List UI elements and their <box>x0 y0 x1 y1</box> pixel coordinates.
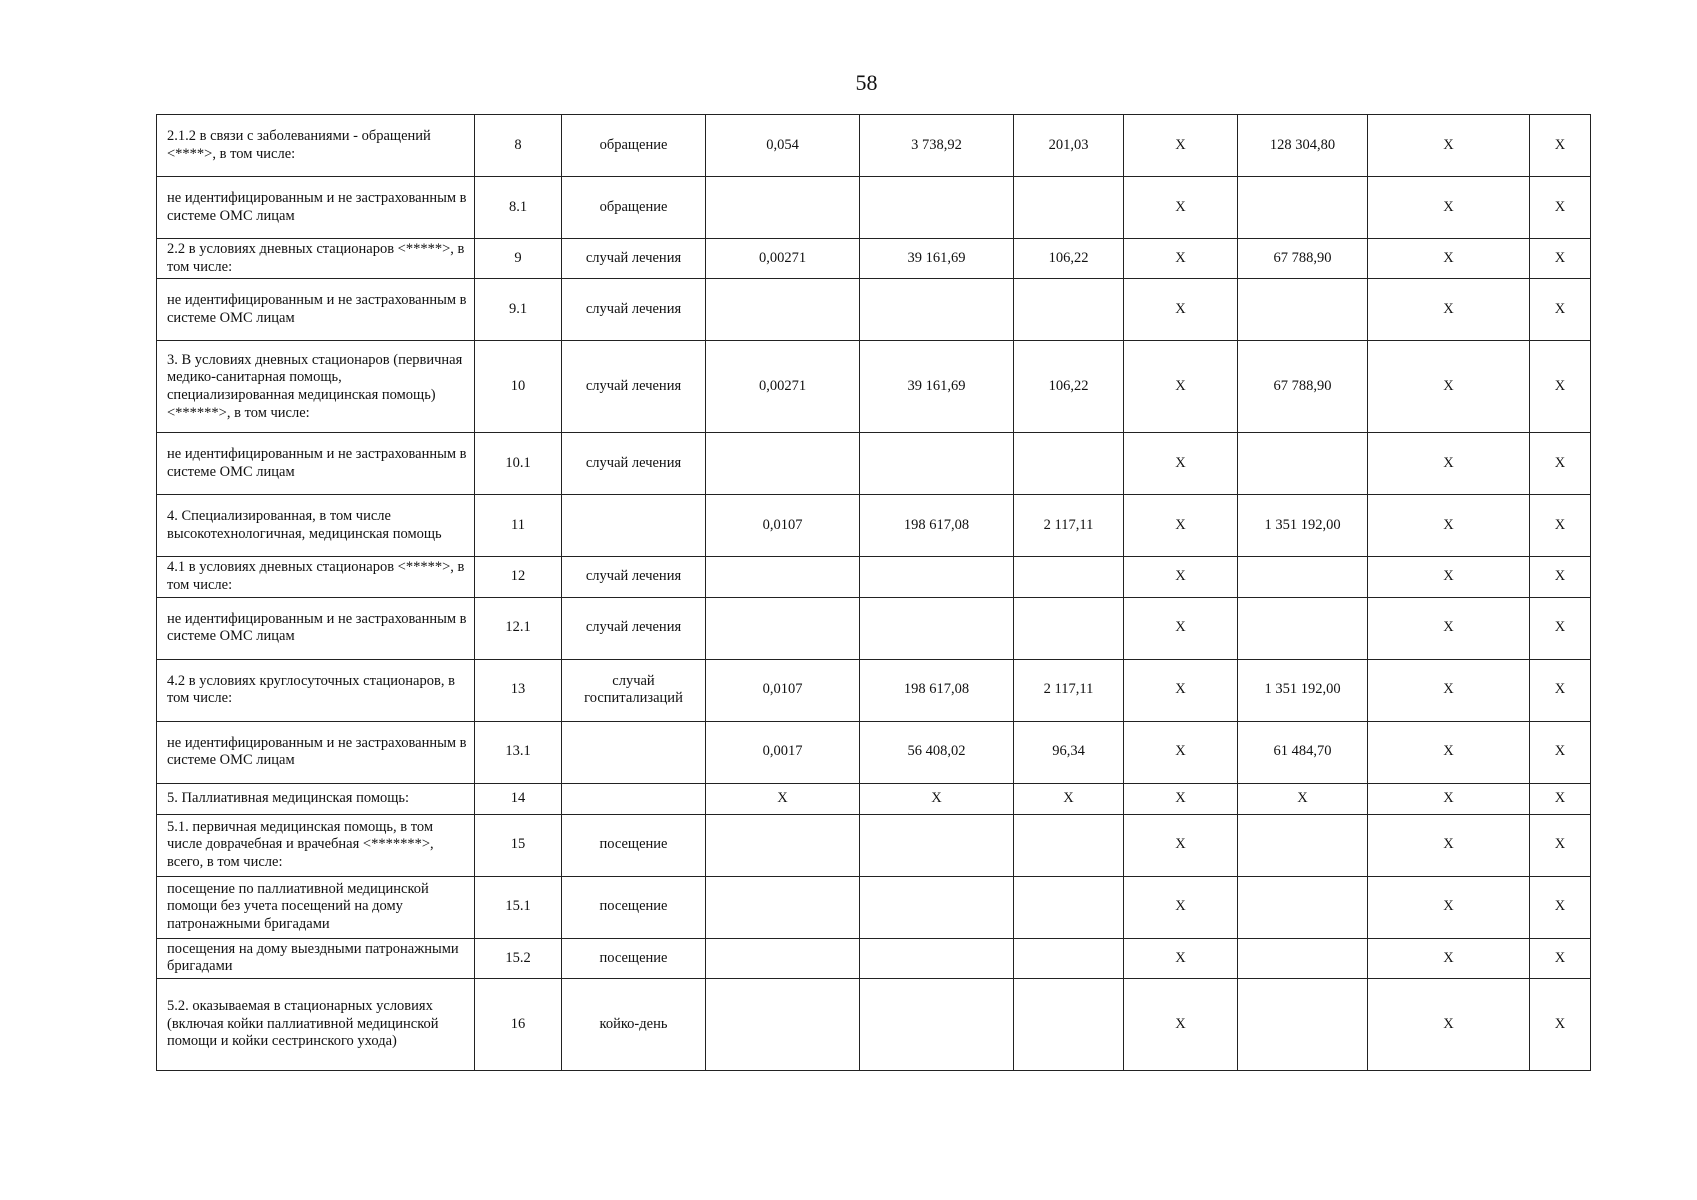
line-number-cell: 8.1 <box>475 177 562 239</box>
value-cell: Х <box>1530 495 1591 557</box>
program-table <box>156 114 1591 1071</box>
value-cell: 39 161,69 <box>860 341 1014 433</box>
value-cell: Х <box>1530 279 1591 341</box>
unit-cell <box>562 721 706 783</box>
value-cell: Х <box>1368 938 1530 978</box>
table-row <box>157 279 1591 341</box>
row-name-cell: не идентифицированным и не застрахованным в системе ОМС лицам <box>157 177 475 239</box>
page-number: 58 <box>855 70 878 95</box>
line-number-cell: 13 <box>475 659 562 721</box>
row-name-cell: 5.2. оказываемая в стационарных условиях (включая койки паллиативной медицинской помощи и койки сестринского ухода) <box>157 979 475 1071</box>
unit-cell: обращение <box>562 177 706 239</box>
line-number-cell: 13.1 <box>475 721 562 783</box>
table-row <box>157 495 1591 557</box>
value-cell: Х <box>1124 979 1238 1071</box>
row-name-cell: 3. В условиях дневных стационаров (первичная медико-санитарная помощь, специализированная медицинская помощь) <******>, в том числе: <box>157 341 475 433</box>
value-cell <box>706 938 860 978</box>
row-name-cell: посещения на дому выездными патронажными бригадами <box>157 938 475 978</box>
table-row <box>157 721 1591 783</box>
line-number-cell: 11 <box>475 495 562 557</box>
value-cell: Х <box>1530 783 1591 814</box>
unit-cell: случай лечения <box>562 239 706 279</box>
value-cell: Х <box>1368 979 1530 1071</box>
value-cell: Х <box>1530 341 1591 433</box>
row-name-cell: не идентифицированным и не застрахованным в системе ОМС лицам <box>157 597 475 659</box>
unit-cell <box>562 495 706 557</box>
value-cell: 0,00271 <box>706 341 860 433</box>
value-cell: Х <box>1530 721 1591 783</box>
unit-cell: обращение <box>562 115 706 177</box>
value-cell <box>706 279 860 341</box>
table-row <box>157 177 1591 239</box>
value-cell <box>1238 597 1368 659</box>
value-cell: 2 117,11 <box>1014 659 1124 721</box>
value-cell: Х <box>1530 557 1591 597</box>
value-cell: Х <box>1368 341 1530 433</box>
table-row <box>157 557 1591 597</box>
value-cell: Х <box>1530 979 1591 1071</box>
value-cell <box>706 597 860 659</box>
unit-cell: случай лечения <box>562 279 706 341</box>
row-name-cell: 4.1 в условиях дневных стационаров <*****>, в том числе: <box>157 557 475 597</box>
line-number-cell: 16 <box>475 979 562 1071</box>
line-number-cell: 12 <box>475 557 562 597</box>
value-cell: Х <box>1530 814 1591 876</box>
value-cell: Х <box>1124 938 1238 978</box>
table-row <box>157 659 1591 721</box>
value-cell: Х <box>1124 659 1238 721</box>
value-cell: Х <box>1368 597 1530 659</box>
value-cell: Х <box>1124 876 1238 938</box>
table-row <box>157 979 1591 1071</box>
value-cell: 56 408,02 <box>860 721 1014 783</box>
value-cell: 106,22 <box>1014 341 1124 433</box>
line-number-cell: 9.1 <box>475 279 562 341</box>
value-cell: 2 117,11 <box>1014 495 1124 557</box>
table-row <box>157 341 1591 433</box>
unit-cell <box>562 783 706 814</box>
value-cell <box>1238 279 1368 341</box>
table-row <box>157 938 1591 978</box>
value-cell: 0,0107 <box>706 659 860 721</box>
value-cell <box>1014 814 1124 876</box>
value-cell: Х <box>1124 279 1238 341</box>
value-cell: Х <box>1368 721 1530 783</box>
row-name-cell: не идентифицированным и не застрахованным в системе ОМС лицам <box>157 721 475 783</box>
row-name-cell: 4.2 в условиях круглосуточных стационаров, в том числе: <box>157 659 475 721</box>
value-cell: 61 484,70 <box>1238 721 1368 783</box>
value-cell: Х <box>1368 783 1530 814</box>
value-cell: Х <box>1368 115 1530 177</box>
table-row <box>157 433 1591 495</box>
value-cell: 67 788,90 <box>1238 239 1368 279</box>
value-cell <box>1238 979 1368 1071</box>
value-cell: 128 304,80 <box>1238 115 1368 177</box>
value-cell: Х <box>1368 814 1530 876</box>
row-name-cell: 5.1. первичная медицинская помощь, в том числе доврачебная и врачебная <*******>, всего, в том числе: <box>157 814 475 876</box>
value-cell: Х <box>1368 659 1530 721</box>
value-cell: Х <box>1124 783 1238 814</box>
line-number-cell: 15.1 <box>475 876 562 938</box>
value-cell: 0,00271 <box>706 239 860 279</box>
value-cell: Х <box>706 783 860 814</box>
value-cell: 67 788,90 <box>1238 341 1368 433</box>
line-number-cell: 12.1 <box>475 597 562 659</box>
value-cell: Х <box>1124 341 1238 433</box>
value-cell: 96,34 <box>1014 721 1124 783</box>
value-cell: 0,0107 <box>706 495 860 557</box>
value-cell <box>1238 876 1368 938</box>
value-cell <box>1014 876 1124 938</box>
value-cell: Х <box>1368 239 1530 279</box>
value-cell <box>706 177 860 239</box>
unit-cell: посещение <box>562 814 706 876</box>
value-cell <box>706 814 860 876</box>
table-row <box>157 814 1591 876</box>
value-cell <box>1014 177 1124 239</box>
line-number-cell: 9 <box>475 239 562 279</box>
value-cell: 3 738,92 <box>860 115 1014 177</box>
value-cell: Х <box>1014 783 1124 814</box>
value-cell <box>706 876 860 938</box>
value-cell: 106,22 <box>1014 239 1124 279</box>
value-cell <box>1238 938 1368 978</box>
value-cell: 1 351 192,00 <box>1238 495 1368 557</box>
value-cell: Х <box>1124 495 1238 557</box>
value-cell <box>1014 557 1124 597</box>
value-cell <box>1014 279 1124 341</box>
value-cell: Х <box>1530 177 1591 239</box>
line-number-cell: 10.1 <box>475 433 562 495</box>
value-cell <box>706 557 860 597</box>
value-cell: Х <box>1530 876 1591 938</box>
value-cell: Х <box>1368 279 1530 341</box>
value-cell <box>860 557 1014 597</box>
value-cell: 198 617,08 <box>860 659 1014 721</box>
unit-cell: посещение <box>562 876 706 938</box>
value-cell: 0,0017 <box>706 721 860 783</box>
line-number-cell: 8 <box>475 115 562 177</box>
row-name-cell: 2.1.2 в связи с заболеваниями - обращений <****>, в том числе: <box>157 115 475 177</box>
value-cell: Х <box>1368 876 1530 938</box>
value-cell <box>1238 433 1368 495</box>
value-cell <box>1014 979 1124 1071</box>
value-cell: Х <box>1368 557 1530 597</box>
value-cell <box>860 433 1014 495</box>
line-number-cell: 15 <box>475 814 562 876</box>
value-cell: Х <box>1124 177 1238 239</box>
value-cell <box>706 979 860 1071</box>
unit-cell: случай лечения <box>562 341 706 433</box>
value-cell <box>706 433 860 495</box>
value-cell: Х <box>1530 239 1591 279</box>
value-cell <box>1238 177 1368 239</box>
value-cell: Х <box>1530 938 1591 978</box>
row-name-cell: 2.2 в условиях дневных стационаров <*****>, в том числе: <box>157 239 475 279</box>
value-cell <box>860 876 1014 938</box>
value-cell <box>1014 597 1124 659</box>
unit-cell: посещение <box>562 938 706 978</box>
table-row <box>157 115 1591 177</box>
value-cell: Х <box>1238 783 1368 814</box>
value-cell <box>1014 938 1124 978</box>
table-row <box>157 783 1591 814</box>
value-cell <box>860 979 1014 1071</box>
value-cell: Х <box>1368 177 1530 239</box>
value-cell: Х <box>1124 433 1238 495</box>
unit-cell: случай госпитализаций <box>562 659 706 721</box>
unit-cell: койко-день <box>562 979 706 1071</box>
value-cell: Х <box>1124 557 1238 597</box>
value-cell <box>1014 433 1124 495</box>
unit-cell: случай лечения <box>562 433 706 495</box>
row-name-cell: посещение по паллиативной медицинской помощи без учета посещений на дому патронажными бригадами <box>157 876 475 938</box>
unit-cell: случай лечения <box>562 557 706 597</box>
row-name-cell: 5. Паллиативная медицинская помощь: <box>157 783 475 814</box>
table-row <box>157 597 1591 659</box>
value-cell: Х <box>1530 433 1591 495</box>
table-row <box>157 876 1591 938</box>
value-cell <box>860 177 1014 239</box>
value-cell: Х <box>1530 115 1591 177</box>
value-cell: Х <box>1124 597 1238 659</box>
value-cell: Х <box>1124 239 1238 279</box>
line-number-cell: 10 <box>475 341 562 433</box>
value-cell: 0,054 <box>706 115 860 177</box>
value-cell: 1 351 192,00 <box>1238 659 1368 721</box>
line-number-cell: 14 <box>475 783 562 814</box>
value-cell: Х <box>1368 495 1530 557</box>
value-cell: 201,03 <box>1014 115 1124 177</box>
row-name-cell: 4. Специализированная, в том числе высокотехнологичная, медицинская помощь <box>157 495 475 557</box>
value-cell: 39 161,69 <box>860 239 1014 279</box>
value-cell <box>860 597 1014 659</box>
value-cell <box>1238 557 1368 597</box>
value-cell: Х <box>860 783 1014 814</box>
unit-cell: случай лечения <box>562 597 706 659</box>
value-cell: Х <box>1530 597 1591 659</box>
value-cell <box>860 279 1014 341</box>
value-cell: Х <box>1124 721 1238 783</box>
line-number-cell: 15.2 <box>475 938 562 978</box>
value-cell: 198 617,08 <box>860 495 1014 557</box>
table-row <box>157 239 1591 279</box>
value-cell: Х <box>1124 814 1238 876</box>
value-cell: Х <box>1124 115 1238 177</box>
value-cell <box>860 938 1014 978</box>
row-name-cell: не идентифицированным и не застрахованным в системе ОМС лицам <box>157 433 475 495</box>
row-name-cell: не идентифицированным и не застрахованным в системе ОМС лицам <box>157 279 475 341</box>
value-cell: Х <box>1530 659 1591 721</box>
value-cell: Х <box>1368 433 1530 495</box>
value-cell <box>860 814 1014 876</box>
value-cell <box>1238 814 1368 876</box>
